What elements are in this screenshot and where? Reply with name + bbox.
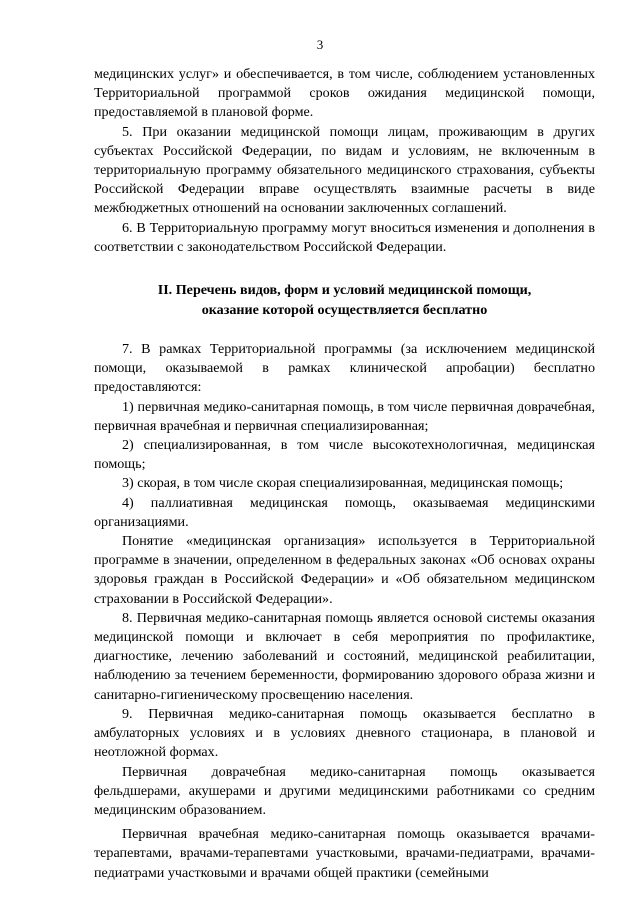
list-item-3: 3) скорая, в том числе скорая специализированная, медицинская помощь; <box>122 475 564 492</box>
paragraph-doctor-care: Первичная врачебная медико-санитарная помощь оказывается врачами-терапевтами, врачами-терапевтами участковыми, врачами-педиатрами, врачами-педиатрами участковыми и врачами общей практики (семейными <box>94 826 595 881</box>
section-heading-line-2: оказание которой осуществляется бесплатно <box>201 301 488 318</box>
paragraph-item-8: 8. Первичная медико-санитарная помощь является основой системы оказания медицинской помощи и включает в себя мероприятия по профилактике, диагностике, лечению заболеваний и состояний, медицинской реабилитации, наблюдению за течением беременности, формированию здорового образа жизни и санитарно-гигиеническому просвещению населения. <box>94 609 595 703</box>
paragraph-definition: Понятие «медицинская организация» используется в Территориальной программе в значении, определенном в федеральных законах «Об основах охраны здоровья граждан в Российской Федерации» и «Об обязательном медицинском страховании в Российской Федерации». <box>94 533 595 607</box>
paragraph-item-5: 5. При оказании медицинской помощи лицам, проживающим в других субъектах Российской Федерации, по видам и условиям, не включенным в территориальную программу обязательного медицинского страхования, субъекты Российской Федерации вправе осуществлять взаимные расчеты в виде межбюджетных отношений на основании заключенных соглашений. <box>94 123 595 217</box>
paragraph-pre-doctor-care: Первичная доврачебная медико-санитарная помощь оказывается фельдшерами, акушерами и другими медицинскими работниками со средним медицинским образованием. <box>94 763 595 818</box>
paragraph-item-6: 6. В Территориальную программу могут вноситься изменения и дополнения в соответствии с законодательством Российской Федерации. <box>94 219 595 255</box>
section-heading-line-1: II. Перечень видов, форм и условий медицинской помощи, <box>157 282 532 299</box>
list-item-4: 4) паллиативная медицинская помощь, оказываемая медицинскими организациями. <box>94 494 595 530</box>
paragraph-item-9: 9. Первичная медико-санитарная помощь оказывается бесплатно в амбулаторных условиях и в условиях дневного стационара, в плановой и неотложной формах. <box>94 705 595 761</box>
list-item-1: 1) первичная медико-санитарная помощь, в том числе первичная доврачебная, первичная врачебная и первичная специализированная; <box>94 398 595 434</box>
section-heading <box>94 281 595 320</box>
paragraph-continuation: медицинских услуг» и обеспечивается, в том числе, соблюдением установленных Территориальной программой сроков ожидания медицинской помощи, предоставляемой в плановой форме. <box>94 66 595 121</box>
paragraph-item-7: 7. В рамках Территориальной программы (за исключением медицинской помощи, оказываемой в рамках клинической апробации) бесплатно предоставляются: <box>94 341 595 396</box>
page-number: 3 <box>316 37 324 52</box>
list-item-2: 2) специализированная, в том числе высокотехнологичная, медицинская помощь; <box>94 437 595 473</box>
document-body <box>94 65 595 883</box>
